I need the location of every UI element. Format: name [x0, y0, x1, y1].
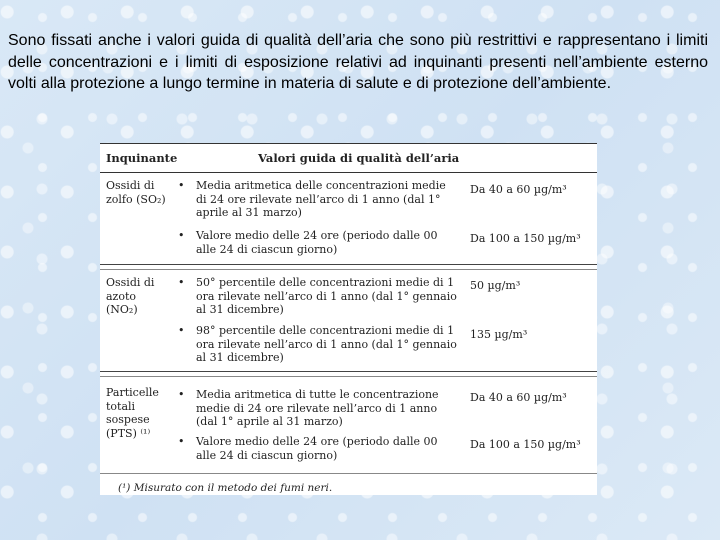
header-values: Valori guida di qualità dell’aria [258, 151, 460, 165]
pollutant-so2: Ossidi di zolfo (SO₂) [106, 179, 166, 206]
row-divider [100, 371, 597, 372]
footnote: (¹) Misurato con il metodo dei fumi neri. [118, 482, 333, 494]
pollutant-no2: Ossidi di azoto (NO₂) [106, 276, 155, 316]
row-divider [100, 473, 597, 474]
pollutant-pts: Particelle totali sospese (PTS) ⁽¹⁾ [106, 386, 159, 440]
table-header [100, 143, 597, 173]
header-pollutant: Inquinante [106, 151, 178, 165]
intro-paragraph: Sono fissati anche i valori guida di qualità dell’aria che sono più restrittivi e rappresentano i limiti delle concentrazioni e i limiti di esposizione relativi ad inquinanti presenti nell’ambiente esterno volti alla protezione a lungo termine in materia di salute e di protezione dell’ambiente. [8, 32, 708, 92]
air-quality-table-image: Inquinante Valori guida di qualità dell’aria Ossidi di zolfo (SO₂) • Media aritmetica delle concentrazioni medie di 24 ore rilevate nell’arco di 1 anno (dal 1° aprile al 31 marzo) Da 40 a 60 µg/m³ • Valore medio delle 24 ore (periodo dalle 00 alle 24 di ciascun giorno) Da 100 a 150 µg/m³ Ossidi di azoto (NO₂) • 50° percentile delle concentrazioni medie di 1 ora rilevate nell’arco di 1 anno (dal 1° gennaio al 31 dicembre) 50 µg/m³ • 98° percentile delle concentrazioni medie di 1 ora rilevate nell’arco di 1 anno (dal 1° gennaio al 31 dicembre) 135 µg/m³ Particelle totali sospese (PTS) ⁽¹⁾ • Media aritmetica di tutte le concentrazione medie di 24 ore rilevate nell’arco di 1 anno (dal 1° aprile al 31 marzo) Da 40 a 60 µg/m³ • Valore medio delle 24 ore (periodo dalle 00 alle 24 di ciascun giorno) Da 100 a 150 µg/m³ (¹) Misurato con il metodo dei fumi neri. [100, 143, 597, 495]
value-cell: Da 40 a 60 µg/m³ [470, 391, 567, 404]
row-divider [100, 269, 597, 270]
value-cell: Da 100 a 150 µg/m³ [470, 438, 581, 451]
row-divider [100, 264, 597, 265]
value-cell: Da 100 a 150 µg/m³ [470, 232, 581, 245]
value-cell: 50 µg/m³ [470, 279, 521, 292]
value-cell: Da 40 a 60 µg/m³ [470, 183, 567, 196]
row-divider [100, 376, 597, 377]
value-cell: 135 µg/m³ [470, 328, 528, 341]
